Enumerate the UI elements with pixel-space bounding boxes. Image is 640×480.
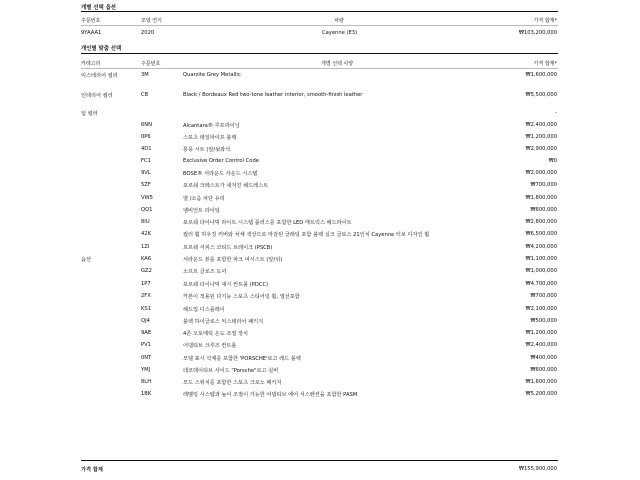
option-name: 통풍 시트 (앞/뒷좌석 xyxy=(183,147,231,153)
divider xyxy=(81,460,558,461)
option-price: ₩2,100,000 xyxy=(525,306,557,312)
option-code: KA6 xyxy=(141,256,152,262)
option-price: ₩1,600,000 xyxy=(525,379,557,385)
option-price: ₩5,500,000 xyxy=(525,92,557,98)
option-name: 블랙 하이글로스 익스테리어 패키지 xyxy=(183,319,264,325)
option-code: GZ2 xyxy=(141,268,152,274)
total-label: 가격 합계 xyxy=(81,467,103,473)
header-order-no: 주문번호 xyxy=(81,18,101,24)
header-price-total: 가격 합계* xyxy=(533,18,557,24)
option-code: 42K xyxy=(141,231,152,237)
option-price: ₩1,200,000 xyxy=(525,134,557,140)
option-name: Alcantara® 루프라이닝 xyxy=(183,123,240,129)
option-code: 1ZI xyxy=(141,244,150,250)
option-code: FC1 xyxy=(141,158,151,164)
header-model-year: 모델 연식 xyxy=(141,18,162,24)
option-price: ₩4,200,000 xyxy=(525,244,557,250)
option-code: 8LH xyxy=(141,379,152,385)
option-name: 포르쉐 서피스 코티드 브레이크 (PSCB) xyxy=(183,245,273,251)
option-code: VW5 xyxy=(141,195,153,201)
option-price: ₩1,600,000 xyxy=(525,72,557,78)
option-price: ₩500,000 xyxy=(530,318,557,324)
total-value: ₩155,900,000 xyxy=(518,466,557,472)
option-price: ₩1,100,000 xyxy=(525,256,557,262)
option-name: 4존 오토매틱 온도 조절 장치 xyxy=(183,331,249,337)
section-title-model: 개별 선택 옵션 xyxy=(81,5,116,11)
option-code: 6NN xyxy=(141,122,153,128)
option-name: 헤드업 디스플레이 xyxy=(183,307,225,313)
option-name: 컬러 휠 하우징 커버와 차체 색상으로 마감된 클래딩 포함 블랙 실크 글로스 21인치 Cayenne 터보 디자인 휠 xyxy=(183,232,430,238)
option-name: 포르쉐 다이나믹 라이트 시스템 플러스를 포함한 LED 매트릭스 헤드라이트 xyxy=(183,220,352,226)
option-name: Black / Bordeaux Red two-tone leather interior, smooth-finish leather xyxy=(183,92,363,98)
option-code: 0P6 xyxy=(141,134,151,140)
option-price: - xyxy=(555,110,557,116)
model-order-no: 9YAAA1 xyxy=(81,30,102,36)
option-price: ₩700,000 xyxy=(530,293,557,299)
option-code: 1BK xyxy=(141,391,152,397)
option-code: 1P7 xyxy=(141,281,151,287)
option-name: 데코레이티브 사이드 "Porsche"로고 실버 xyxy=(183,368,279,374)
model-vehicle: Cayenne (E3) xyxy=(322,30,358,36)
option-name: 어댑티브 크루즈 컨트롤 xyxy=(183,343,237,349)
option-name: BOSE® 서라운드 사운드 시스템 xyxy=(183,171,258,177)
divider xyxy=(81,11,558,12)
option-code: 0NT xyxy=(141,355,152,361)
option-name: 앰비언트 라이팅 xyxy=(183,208,220,214)
option-price: ₩2,800,000 xyxy=(525,219,557,225)
option-code: 4D1 xyxy=(141,146,152,152)
option-price: ₩700,000 xyxy=(530,182,557,188)
header-category: 카테고리 xyxy=(81,61,101,67)
option-code: 3M xyxy=(141,72,149,78)
option-category: 익스테리어 컬러 xyxy=(81,73,118,79)
option-code: 8IU xyxy=(141,219,150,225)
header-price-total: 가격 합계* xyxy=(533,61,557,67)
option-code: PV1 xyxy=(141,342,151,348)
model-price: ₩103,200,000 xyxy=(518,30,557,36)
option-price: ₩1,200,000 xyxy=(525,330,557,336)
option-name: 모델 표시 삭제를 포함한 'PORSCHE'로고 레드 블랙 xyxy=(183,356,301,362)
option-name: 서라운드 뷰를 포함한 파크 어시스트 (앞/뒤) xyxy=(183,257,283,263)
divider xyxy=(81,25,558,26)
option-code: YMJ xyxy=(141,367,151,373)
option-price: ₩1,000,000 xyxy=(525,268,557,274)
section-title-options: 개인별 맞춤 선택 xyxy=(81,46,122,52)
option-name: 레벨링 시스템과 높이 조절이 가능한 어댑티브 에어 서스펜션을 포함한 PASM xyxy=(183,392,358,398)
option-price: ₩2,000,000 xyxy=(525,170,557,176)
option-category: 인테리어 컬러 xyxy=(81,93,113,99)
option-price: ₩2,400,000 xyxy=(525,122,557,128)
option-price: ₩2,900,000 xyxy=(525,146,557,152)
option-price: ₩400,000 xyxy=(530,355,557,361)
option-code: QJ4 xyxy=(141,318,150,324)
divider xyxy=(81,53,558,54)
option-name: 포르쉐 다이나믹 섀시 컨트롤 (PDCC) xyxy=(183,282,269,288)
option-name: 소프트 클로즈 도어 xyxy=(183,269,227,275)
option-name: 모드 스위치를 포함한 스포츠 크로노 패키지 xyxy=(183,380,282,386)
header-option: 개별 선택 사양 xyxy=(321,61,354,67)
option-price: ₩6,500,000 xyxy=(525,231,557,237)
option-code: KS1 xyxy=(141,306,151,312)
header-vehicle: 차량 xyxy=(334,18,344,24)
option-name: 포르쉐 크레스트가 새겨진 헤드레스트 xyxy=(183,183,269,189)
option-price: ₩1,800,000 xyxy=(525,195,557,201)
option-price: ₩2,400,000 xyxy=(525,342,557,348)
option-name: Quarzite Grey Metallic xyxy=(183,72,241,78)
option-price: ₩5,200,000 xyxy=(525,391,557,397)
option-code: 9AE xyxy=(141,330,152,336)
option-price: ₩600,000 xyxy=(530,367,557,373)
option-price: ₩0 xyxy=(548,158,557,164)
option-code: 5ZF xyxy=(141,182,151,188)
option-name: 카본이 적용된 다기능 스포츠 스티어링 휠, 열선포함 xyxy=(183,294,300,300)
option-name: 열 /소음 차단 유리 xyxy=(183,196,225,202)
option-price: ₩600,000 xyxy=(530,207,557,213)
header-order-no: 주문번호 xyxy=(141,61,161,67)
option-category: 팁 컬러 xyxy=(81,111,98,117)
option-code: QQ1 xyxy=(141,207,153,213)
divider xyxy=(81,68,558,69)
option-name: 스포츠 테일파이프 블랙 xyxy=(183,135,237,141)
option-code: CB xyxy=(141,92,149,98)
option-code: 9VL xyxy=(141,170,151,176)
option-code: 2FX xyxy=(141,293,151,299)
option-category: 옵션 xyxy=(81,257,92,263)
option-name: Exclusive Order Control Code xyxy=(183,158,259,164)
model-year: 2020 xyxy=(141,30,155,36)
option-price: ₩4,700,000 xyxy=(525,281,557,287)
